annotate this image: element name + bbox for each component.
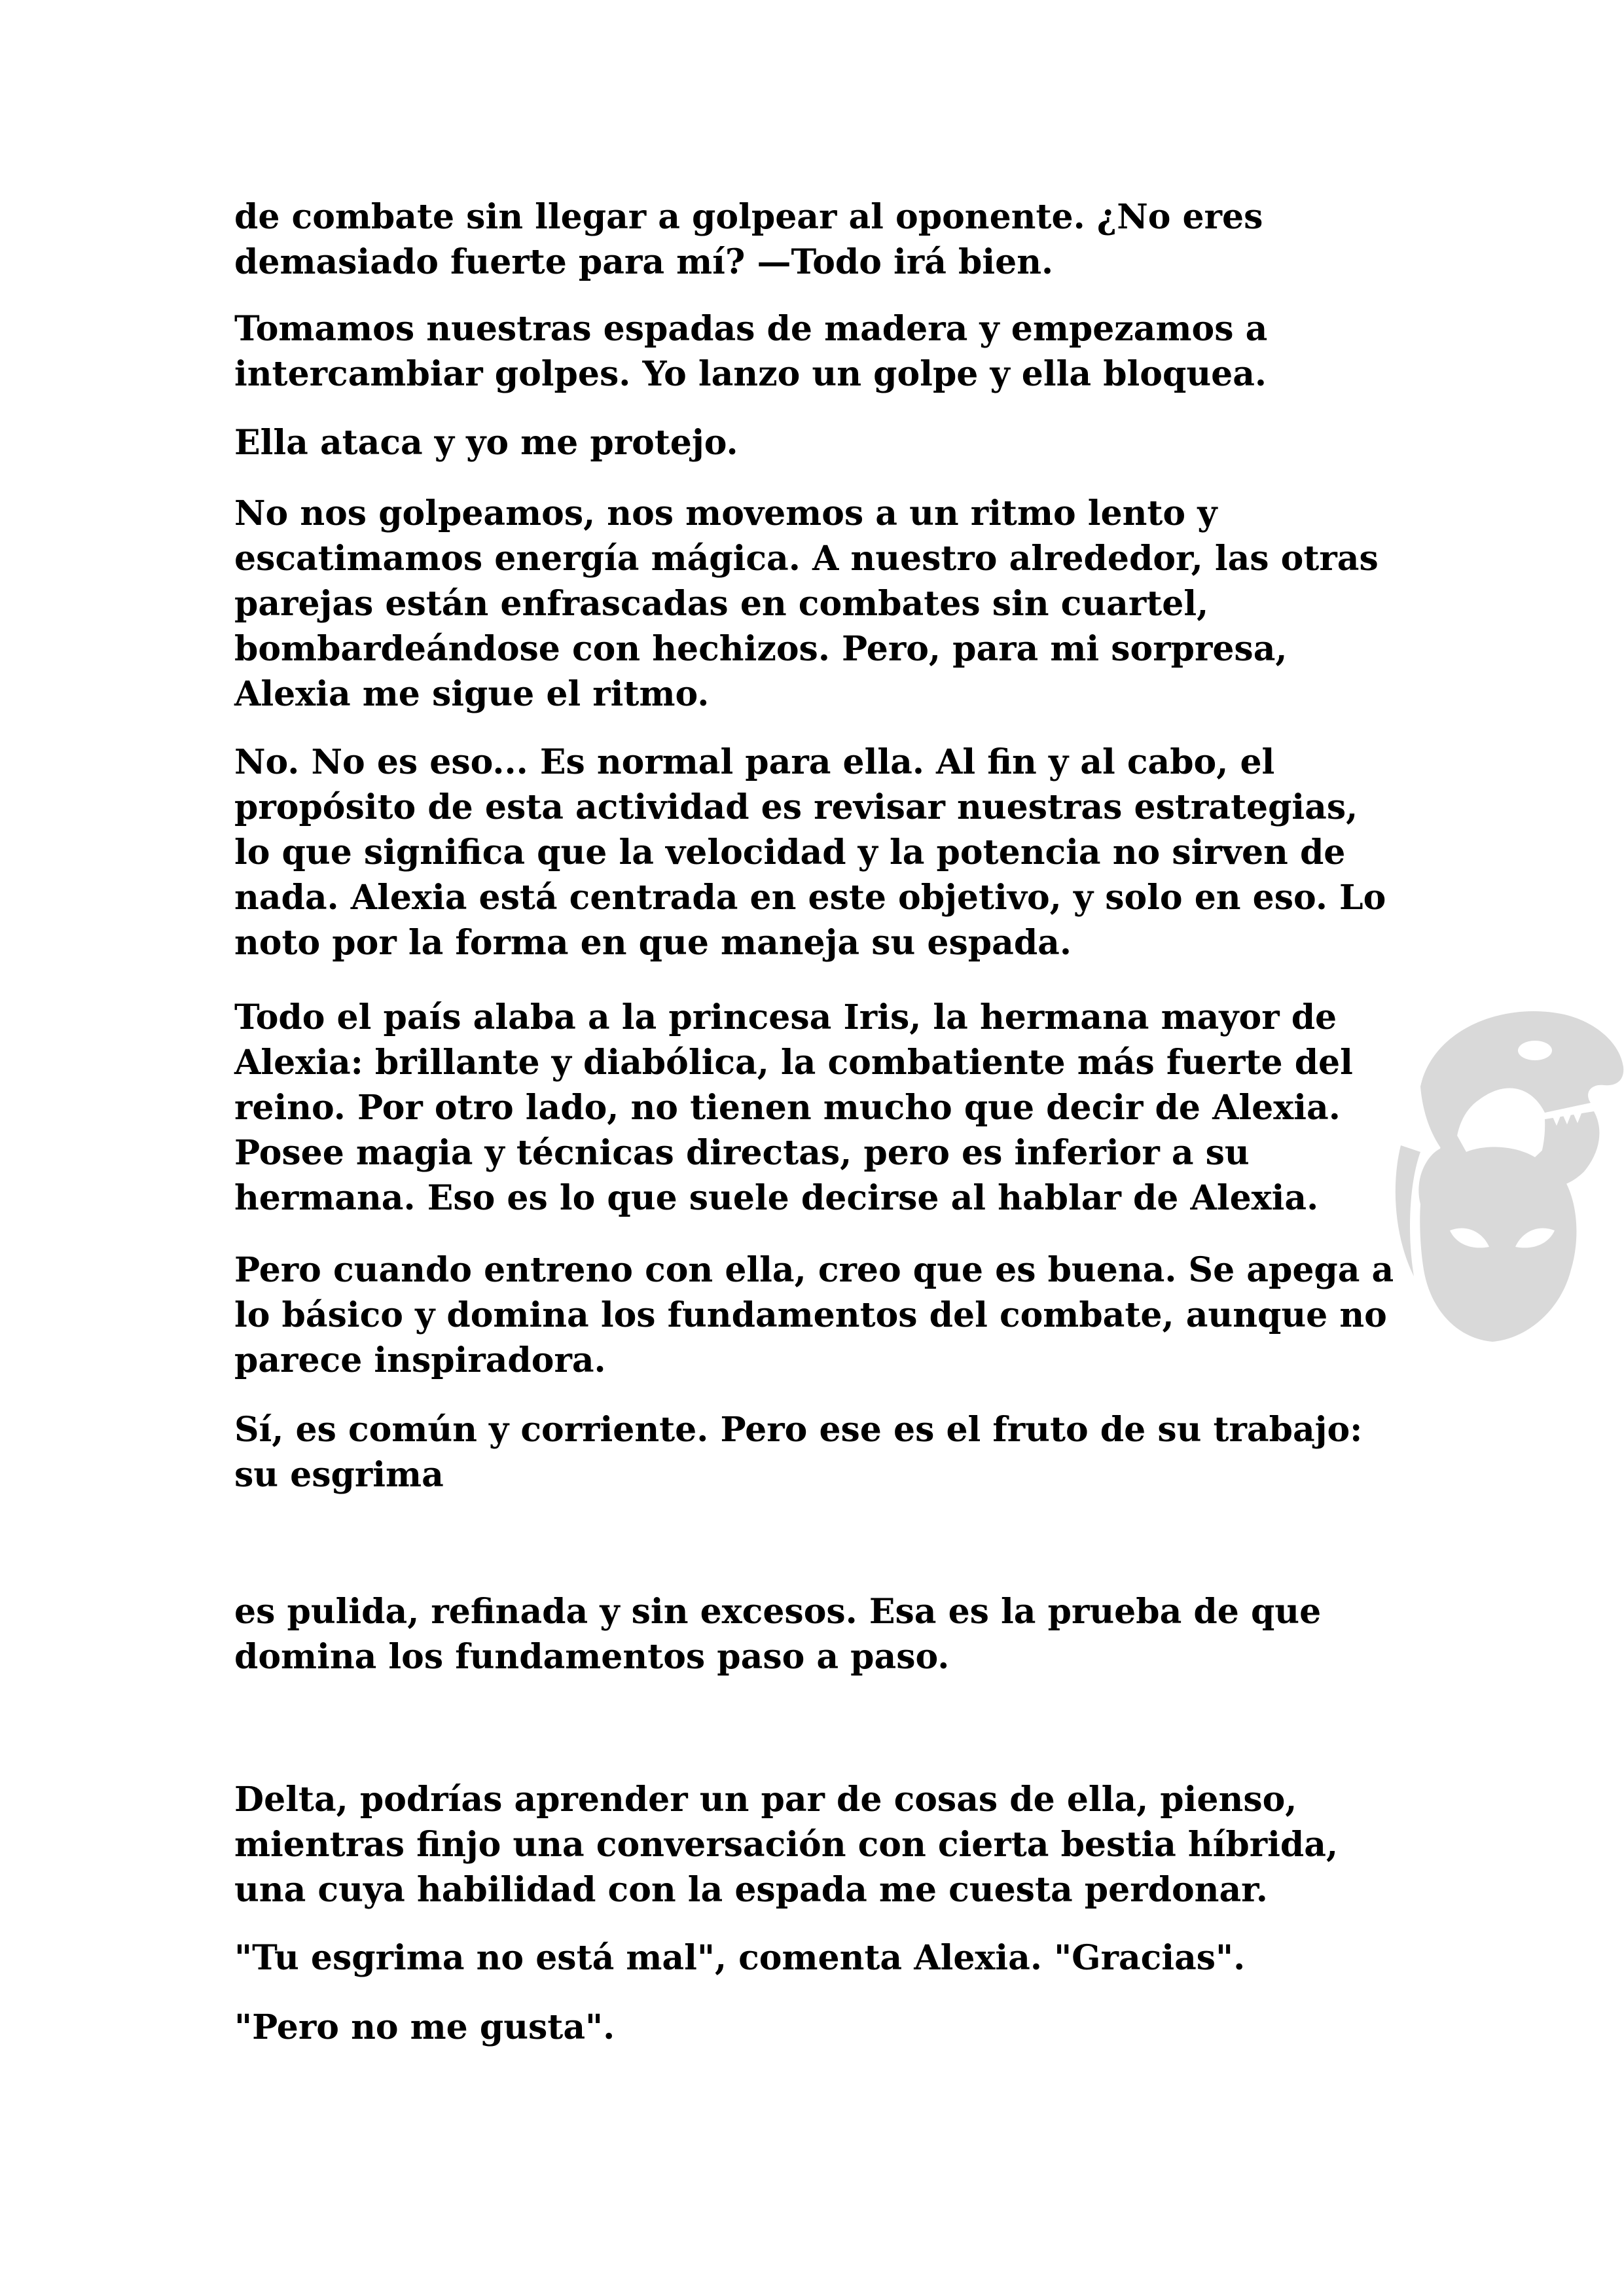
text-line: No. No es eso... Es normal para ella. Al fin y al cabo, el bbox=[234, 742, 1275, 782]
dinosaur-skull-logo-icon bbox=[1394, 988, 1624, 1355]
text-line: lo básico y domina los fundamentos del combate, aunque no bbox=[234, 1295, 1387, 1335]
text-line: No nos golpeamos, nos movemos a un ritmo lento y bbox=[234, 493, 1218, 533]
text-line: una cuya habilidad con la espada me cuesta perdonar. bbox=[234, 1870, 1268, 1910]
paragraph-4 bbox=[234, 491, 1406, 717]
paragraph-5 bbox=[234, 740, 1406, 965]
text-line: es pulida, refinada y sin excesos. Esa es la prueba de que bbox=[234, 1592, 1322, 1632]
text-line: Sí, es común y corriente. Pero ese es el fruto de su trabajo: bbox=[234, 1410, 1363, 1450]
text-line: Pero cuando entreno con ella, creo que es buena. Se apega a bbox=[234, 1250, 1394, 1290]
paragraph-9 bbox=[234, 1589, 1406, 1679]
text-line: lo que significa que la velocidad y la potencia no sirven de bbox=[234, 833, 1346, 872]
text-line: Ella ataca y yo me protejo. bbox=[234, 423, 738, 463]
paragraph-3 bbox=[234, 420, 1406, 465]
text-line: nada. Alexia está centrada en este objetivo, y solo en eso. Lo bbox=[234, 878, 1386, 918]
text-line: propósito de esta actividad es revisar nuestras estrategias, bbox=[234, 787, 1358, 827]
paragraph-2 bbox=[234, 306, 1406, 397]
text-line: noto por la forma en que maneja su espada. bbox=[234, 923, 1072, 963]
text-line: parece inspiradora. bbox=[234, 1340, 606, 1380]
paragraph-12 bbox=[234, 2005, 1406, 2050]
text-line: demasiado fuerte para mí? —Todo irá bien. bbox=[234, 242, 1054, 282]
text-line: "Tu esgrima no está mal", comenta Alexia. "Gracias". bbox=[234, 1938, 1246, 1978]
text-line: Alexia: brillante y diabólica, la combatiente más fuerte del bbox=[234, 1043, 1353, 1083]
paragraph-7 bbox=[234, 1247, 1406, 1383]
text-line: Tomamos nuestras espadas de madera y empezamos a bbox=[234, 309, 1268, 349]
paragraph-1 bbox=[234, 194, 1406, 285]
text-line: Delta, podrías aprender un par de cosas de ella, pienso, bbox=[234, 1780, 1297, 1820]
text-line: su esgrima bbox=[234, 1455, 444, 1495]
text-line: Posee magia y técnicas directas, pero es inferior a su bbox=[234, 1133, 1250, 1173]
text-line: intercambiar golpes. Yo lanzo un golpe y ella bloquea. bbox=[234, 354, 1267, 394]
paragraph-11 bbox=[234, 1935, 1406, 1981]
text-line: "Pero no me gusta". bbox=[234, 2007, 615, 2047]
paragraph-10 bbox=[234, 1777, 1406, 1912]
text-line: hermana. Eso es lo que suele decirse al hablar de Alexia. bbox=[234, 1178, 1319, 1218]
text-line: mientras finjo una conversación con cierta bestia híbrida, bbox=[234, 1825, 1339, 1865]
text-line: Alexia me sigue el ritmo. bbox=[234, 674, 710, 714]
text-line: reino. Por otro lado, no tienen mucho que decir de Alexia. bbox=[234, 1088, 1341, 1128]
text-line: parejas están enfrascadas en combates sin cuartel, bbox=[234, 584, 1209, 624]
text-line: Todo el país alaba a la princesa Iris, la hermana mayor de bbox=[234, 997, 1337, 1037]
text-line: domina los fundamentos paso a paso. bbox=[234, 1637, 950, 1677]
paragraph-8 bbox=[234, 1407, 1406, 1498]
text-line: escatimamos energía mágica. A nuestro alrededor, las otras bbox=[234, 539, 1379, 579]
paragraph-6 bbox=[234, 995, 1406, 1221]
text-line: bombardeándose con hechizos. Pero, para mi sorpresa, bbox=[234, 629, 1288, 669]
text-line: de combate sin llegar a golpear al oponente. ¿No eres bbox=[234, 197, 1263, 237]
